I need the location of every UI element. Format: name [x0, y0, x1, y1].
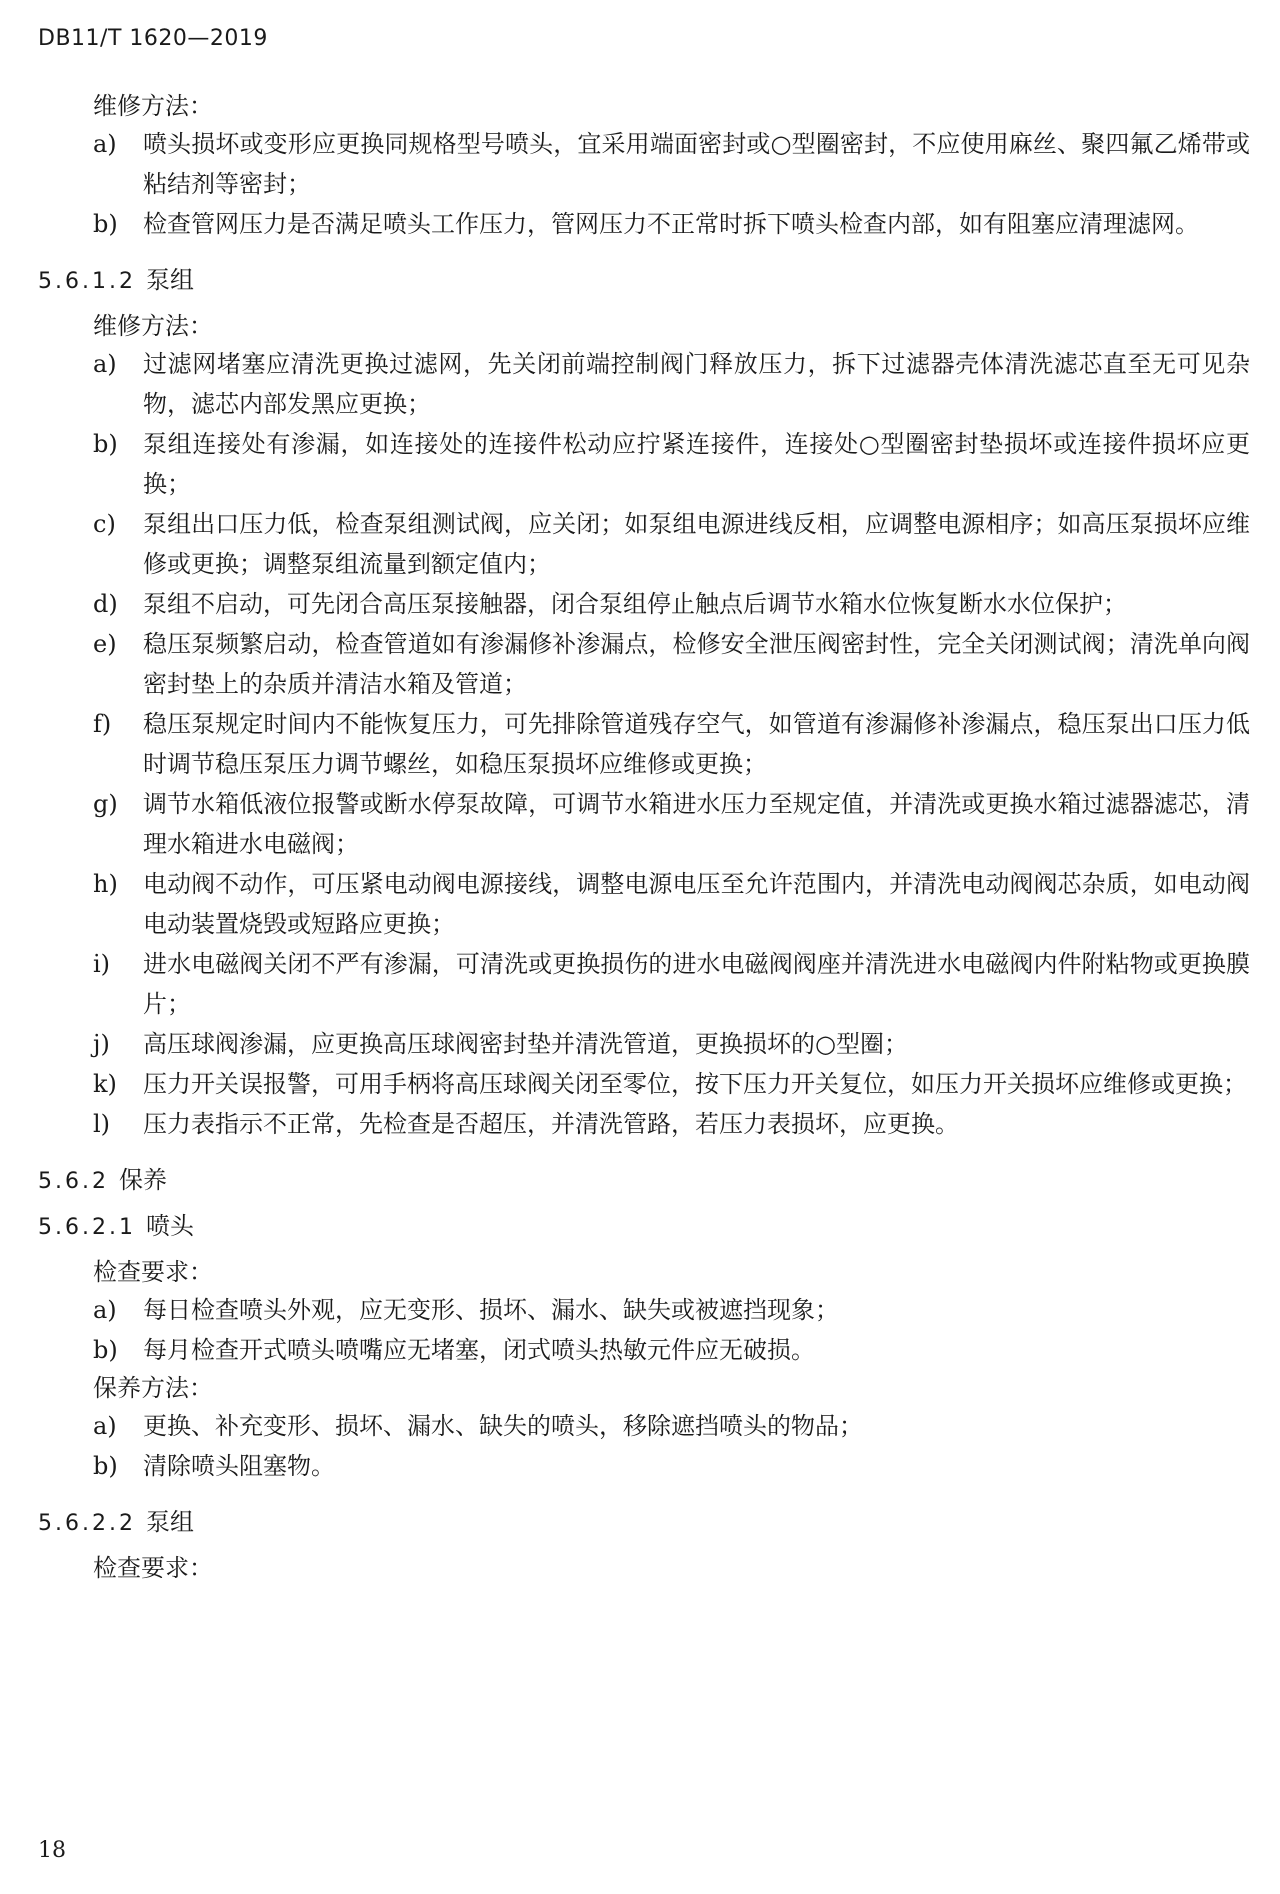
section-title: 喷头 — [145, 1212, 194, 1240]
list-item-text: 清除喷头阻塞物。 — [143, 1452, 335, 1480]
list-item-text: 更换、补充变形、损坏、漏水、缺失的喷头，移除遮挡喷头的物品； — [143, 1412, 863, 1440]
repair-method-label: 维修方法： — [93, 92, 213, 120]
list-item — [38, 504, 1250, 584]
list-item-text: 进水电磁阀关闭不严有渗漏，可清洗或更换损伤的进水电磁阀阀座并清洗进水电磁阀内件附粘物或更换膜片； — [143, 950, 1250, 1018]
document-code-header: DB11/T 1620—2019 — [38, 26, 268, 51]
list-item — [38, 864, 1250, 944]
list-item-text: 压力开关误报警，可用手柄将高压球阀关闭至零位，按下压力开关复位，如压力开关损坏应维修或更换； — [143, 1070, 1247, 1098]
list-item — [38, 424, 1250, 504]
list-item-text: 泵组连接处有渗漏，如连接处的连接件松动应拧紧连接件，连接处○型圈密封垫损坏或连接件损坏应更换； — [143, 430, 1250, 498]
list-item — [38, 624, 1250, 704]
list-item-text: 检查管网压力是否满足喷头工作压力，管网压力不正常时拆下喷头检查内部，如有阻塞应清理滤网。 — [143, 210, 1199, 238]
list-item-text: 每日检查喷头外观，应无变形、损坏、漏水、缺失或被遮挡现象； — [143, 1296, 839, 1324]
list-item-text: 每月检查开式喷头喷嘴应无堵塞，闭式喷头热敏元件应无破损。 — [143, 1336, 815, 1364]
section-title: 保养 — [118, 1166, 167, 1194]
list-item-text: 喷头损坏或变形应更换同规格型号喷头，宜采用端面密封或○型圈密封，不应使用麻丝、聚四氟乙烯带或粘结剂等密封； — [143, 130, 1250, 198]
list-marker: a) — [93, 1412, 117, 1440]
section-number: 5.6.1.2 — [38, 269, 136, 294]
section-heading-5-6-2-2 — [38, 1504, 1250, 1540]
list-marker: a) — [93, 350, 117, 378]
list-item-text: 电动阀不动作，可压紧电动阀电源接线，调整电源电压至允许范围内，并清洗电动阀阀芯杂质，如电动阀电动装置烧毁或短路应更换； — [143, 870, 1250, 938]
section-heading-5-6-2-1 — [38, 1208, 1250, 1244]
list-marker: i) — [93, 950, 111, 978]
list-marker: a) — [93, 130, 117, 158]
check-requirements-label: 检查要求： — [93, 1258, 213, 1286]
list-marker: b) — [93, 1452, 118, 1480]
list-item-text: 高压球阀渗漏，应更换高压球阀密封垫并清洗管道，更换损坏的○型圈； — [143, 1030, 908, 1058]
list-marker: c) — [93, 510, 116, 538]
list-item — [38, 584, 1250, 624]
list-marker: f) — [93, 710, 112, 738]
section-number: 5.6.2.1 — [38, 1215, 136, 1240]
list-marker: j) — [93, 1030, 110, 1058]
section-title: 泵组 — [145, 266, 194, 294]
list-marker: b) — [93, 1336, 118, 1364]
list-item — [38, 204, 1250, 244]
list-marker: l) — [93, 1110, 111, 1138]
list-item — [38, 1446, 1250, 1486]
page-content — [38, 88, 1250, 1586]
section-title: 泵组 — [145, 1508, 194, 1536]
list-item — [38, 1024, 1250, 1064]
section-number: 5.6.2.2 — [38, 1511, 136, 1536]
list-item-text: 过滤网堵塞应清洗更换过滤网，先关闭前端控制阀门释放压力，拆下过滤器壳体清洗滤芯直至无可见杂物，滤芯内部发黑应更换； — [143, 350, 1250, 418]
list-item — [38, 784, 1250, 864]
list-item-text: 泵组出口压力低，检查泵组测试阀，应关闭；如泵组电源进线反相，应调整电源相序；如高压泵损坏应维修或更换；调整泵组流量到额定值内； — [143, 510, 1250, 578]
list-marker: b) — [93, 430, 118, 458]
list-marker: k) — [93, 1070, 117, 1098]
list-item-text: 压力表指示不正常，先检查是否超压，并清洗管路，若压力表损坏，应更换。 — [143, 1110, 959, 1138]
check-requirements-label: 检查要求： — [93, 1554, 213, 1582]
maintenance-method-label: 保养方法： — [93, 1374, 213, 1402]
list-item — [38, 1406, 1250, 1446]
list-marker: b) — [93, 210, 118, 238]
section-heading-5-6-1-2 — [38, 262, 1250, 298]
list-item — [38, 1064, 1250, 1104]
section-heading-5-6-2 — [38, 1162, 1250, 1198]
list-marker: a) — [93, 1296, 117, 1324]
list-item — [38, 1330, 1250, 1370]
list-marker: g) — [93, 790, 118, 818]
section-number: 5.6.2 — [38, 1169, 109, 1194]
list-item — [38, 1104, 1250, 1144]
list-marker: d) — [93, 590, 118, 618]
list-item-text: 调节水箱低液位报警或断水停泵故障，可调节水箱进水压力至规定值，并清洗或更换水箱过滤器滤芯，清理水箱进水电磁阀； — [143, 790, 1250, 858]
list-item-text: 泵组不启动，可先闭合高压泵接触器，闭合泵组停止触点后调节水箱水位恢复断水水位保护； — [143, 590, 1127, 618]
list-item — [38, 344, 1250, 424]
list-item-text: 稳压泵规定时间内不能恢复压力，可先排除管道残存空气，如管道有渗漏修补渗漏点，稳压泵出口压力低时调节稳压泵压力调节螺丝，如稳压泵损坏应维修或更换； — [143, 710, 1250, 778]
list-item — [38, 1290, 1250, 1330]
list-marker: e) — [93, 630, 117, 658]
list-item — [38, 944, 1250, 1024]
list-marker: h) — [93, 870, 118, 898]
page-number: 18 — [38, 1838, 66, 1863]
list-item-text: 稳压泵频繁启动，检查管道如有渗漏修补渗漏点，检修安全泄压阀密封性，完全关闭测试阀；清洗单向阀密封垫上的杂质并清洁水箱及管道； — [143, 630, 1250, 698]
list-item — [38, 124, 1250, 204]
repair-method-label: 维修方法： — [93, 312, 213, 340]
list-item — [38, 704, 1250, 784]
